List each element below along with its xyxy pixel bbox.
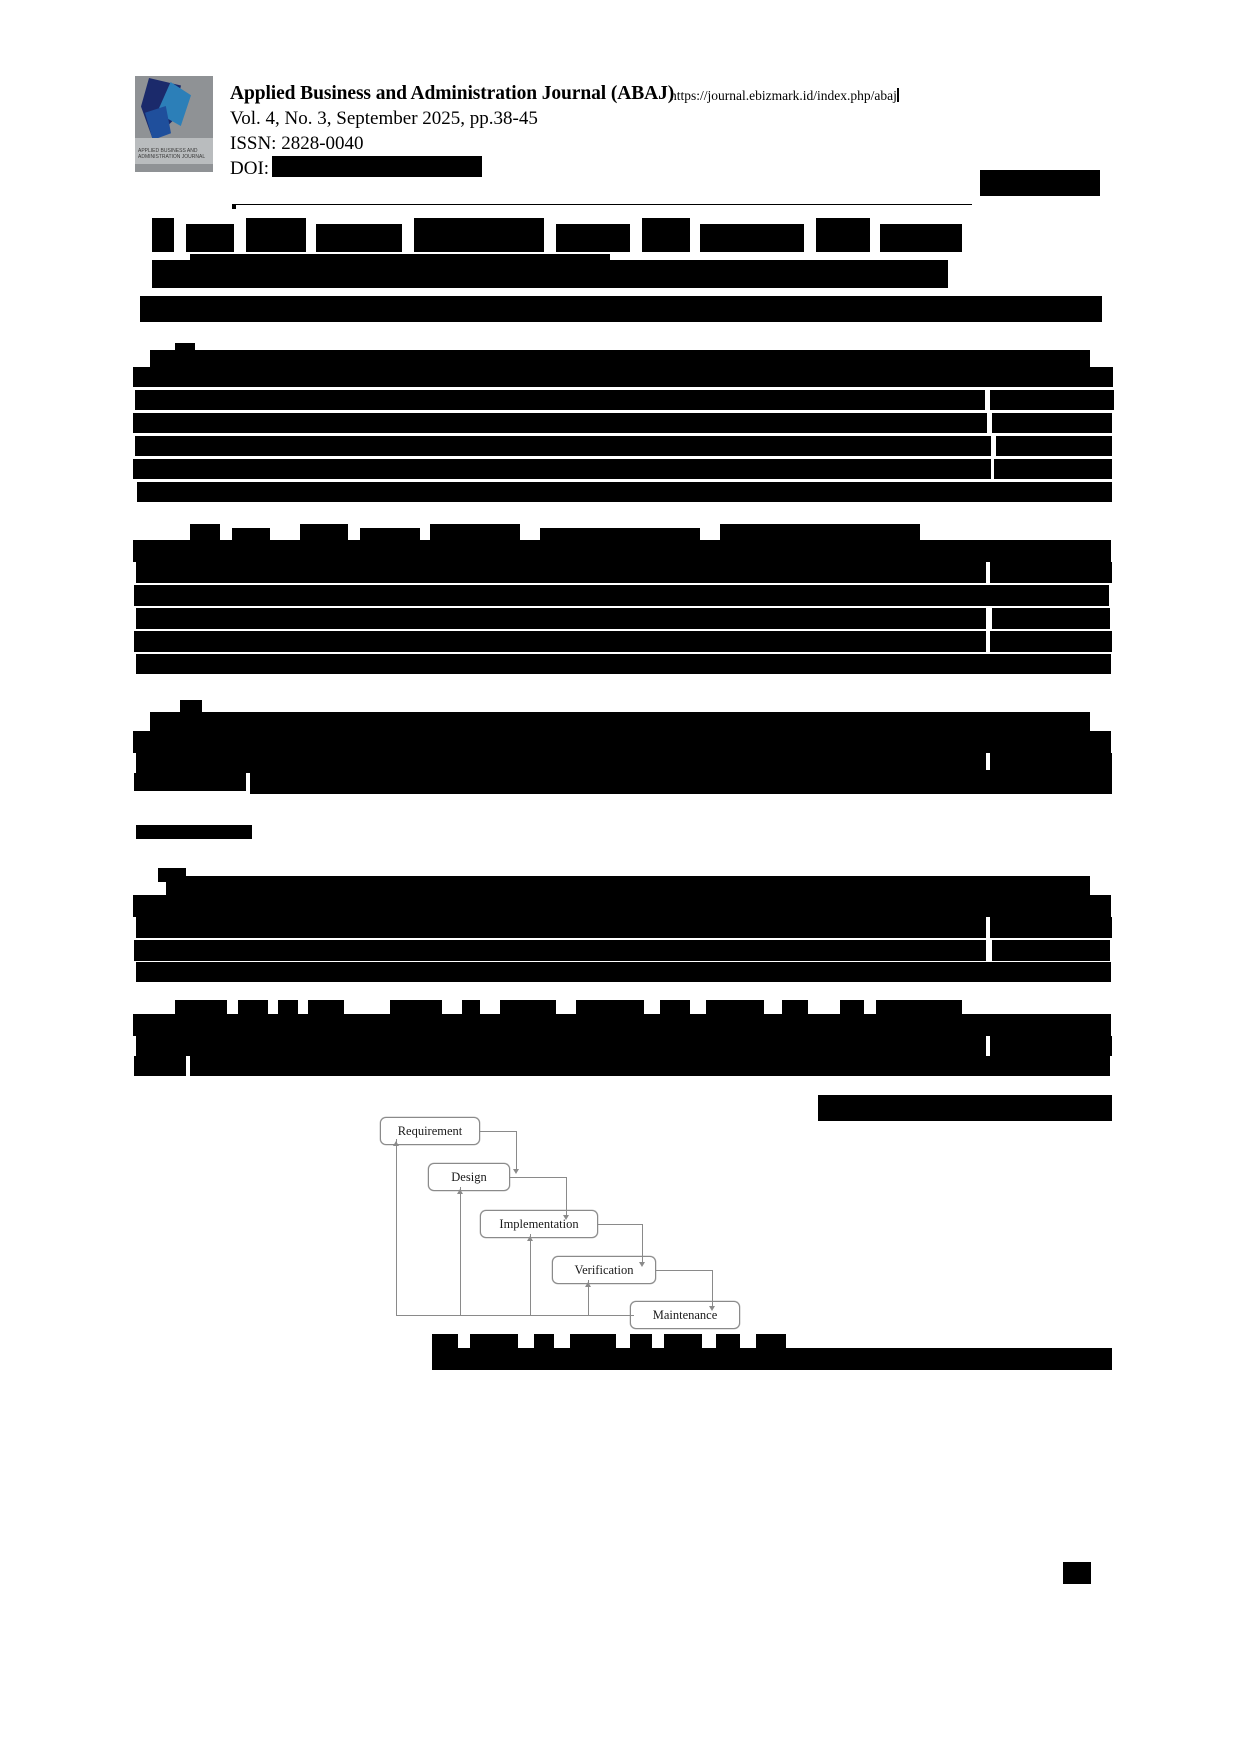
journal-header	[135, 76, 1095, 186]
abstract-line-4	[135, 436, 991, 456]
section4-heading-redaction-b	[238, 1000, 268, 1014]
abstract-line-5	[133, 459, 991, 479]
title-redaction-line-1	[152, 218, 174, 252]
doi-redaction	[272, 156, 482, 177]
figure-arrow-4	[709, 1306, 715, 1311]
figure-box-design	[428, 1163, 510, 1191]
figure-box-verification	[552, 1256, 656, 1284]
section4-body-2b	[990, 1036, 1112, 1056]
section1-body-5	[134, 631, 986, 652]
section4-heading-redaction-f	[462, 1000, 480, 1014]
figure-feedback-arrow-2	[457, 1189, 463, 1194]
abstract-line-1	[133, 367, 1113, 387]
figure-caption-redaction-c	[534, 1334, 554, 1348]
section4-heading-redaction-k	[782, 1000, 808, 1014]
figure-feedback-v2	[460, 1187, 461, 1315]
figure-feedback-arrow-3	[527, 1236, 533, 1241]
section3-body-3b	[990, 917, 1112, 938]
section4-heading-redaction-a	[175, 1000, 227, 1014]
authors-redaction	[140, 296, 1102, 322]
section1-body-4b	[992, 608, 1110, 629]
section3-body-4b	[992, 940, 1110, 961]
abstract-line-6	[137, 482, 1112, 502]
figure-box-maintenance	[630, 1301, 740, 1329]
figure-feedback-arrow-1	[393, 1141, 399, 1146]
title-redaction-line-1e	[414, 218, 544, 252]
logo-caption: APPLIED BUSINESS AND ADMINISTRATION JOURNAL	[138, 148, 206, 160]
journal-url-text: https://journal.ebizmark.id/index.php/abaj	[670, 88, 897, 103]
abstract-line-2	[135, 390, 985, 410]
title-redaction-line-1d	[316, 224, 402, 252]
figure-feedback-v3	[530, 1234, 531, 1315]
figure-connector-4-h	[656, 1270, 712, 1271]
waterfall-model-figure	[380, 1105, 780, 1325]
section3-body-5	[136, 962, 1111, 982]
figure-caption-redaction-a	[432, 1334, 458, 1348]
abstract-line-3b	[992, 413, 1112, 433]
figure-caption-redaction-b	[470, 1334, 518, 1348]
section4-heading-redaction-i	[660, 1000, 690, 1014]
figure-connector-3-h	[598, 1224, 642, 1225]
section1-body-2b	[990, 562, 1112, 583]
figure-caption-redaction-f	[664, 1334, 702, 1348]
section2-body-4	[134, 773, 246, 791]
section2-body-2	[133, 731, 1111, 753]
figure-arrow-3	[639, 1262, 645, 1267]
title-redaction-line-2b	[190, 254, 610, 264]
title-redaction-line-2	[152, 260, 948, 288]
figure-caption-line	[432, 1348, 1112, 1370]
figure-arrow-1	[513, 1169, 519, 1174]
section2-body-5	[250, 770, 1112, 794]
figure-caption-redaction-h	[756, 1334, 786, 1348]
section4-body-3b	[190, 1056, 1110, 1076]
figure-feedback-base	[396, 1315, 634, 1316]
journal-url[interactable]	[670, 88, 899, 104]
header-redaction-right	[980, 170, 1100, 196]
section1-body-6	[136, 654, 1111, 674]
figure-box-implementation	[480, 1210, 598, 1238]
section4-heading-redaction-l	[840, 1000, 864, 1014]
figure-connector-2-v	[566, 1177, 567, 1217]
abstract-line-2b	[990, 390, 1114, 410]
figure-caption-redaction-d	[570, 1334, 616, 1348]
section4-body-2	[136, 1036, 986, 1056]
figure-caption-redaction-g	[716, 1334, 740, 1348]
figure-feedback-v1	[396, 1139, 397, 1315]
figure-feedback-arrow-4	[585, 1282, 591, 1287]
section1-body-1	[133, 540, 1111, 562]
figure-caption-redaction-e	[630, 1334, 652, 1348]
abstract-line-4b	[996, 436, 1112, 456]
header-divider	[232, 204, 972, 205]
section2-subline-redaction	[136, 825, 252, 839]
section4-heading-redaction-h	[576, 1000, 644, 1014]
figure-connector-1-v	[516, 1131, 517, 1171]
title-redaction-line-1f	[556, 224, 630, 252]
abstract-line-5b	[994, 459, 1112, 479]
section4-heading-redaction-c	[278, 1000, 298, 1014]
figure-box-label: Requirement	[397, 1123, 463, 1138]
journal-volume-line: Vol. 4, No. 3, September 2025, pp.38-45	[230, 108, 538, 129]
figure-box-label: Design	[451, 1169, 487, 1184]
section1-body-3	[134, 585, 1109, 606]
figure-connector-2-h	[510, 1177, 566, 1178]
section4-heading-redaction-m	[876, 1000, 962, 1014]
title-redaction-line-1j	[880, 224, 962, 252]
section3-body-4	[134, 940, 986, 961]
section3-body-2	[133, 895, 1111, 917]
figure-box-label: Verification	[574, 1262, 634, 1277]
section3-body-3	[136, 917, 986, 938]
title-redaction-line-1i	[816, 218, 870, 252]
journal-issn-line: ISSN: 2828-0040	[230, 133, 364, 154]
section4-heading-redaction-g	[500, 1000, 556, 1014]
journal-logo	[135, 76, 213, 172]
header-divider-dot	[232, 205, 236, 209]
title-redaction-line-1g	[642, 218, 690, 252]
section4-body-3	[134, 1056, 186, 1076]
journal-doi-line	[230, 156, 1090, 181]
abstract-line-3	[133, 413, 987, 433]
figure-connector-1-h	[480, 1131, 516, 1132]
section1-body-4	[136, 608, 986, 629]
doi-label: DOI:	[230, 158, 270, 179]
section4-heading-redaction-d	[308, 1000, 344, 1014]
journal-title: Applied Business and Administration Journal (ABAJ)	[230, 83, 675, 104]
section1-body-5b	[990, 631, 1112, 652]
journal-header-text	[230, 81, 1090, 181]
figure-connector-3-v	[642, 1224, 643, 1264]
title-redaction-line-1h	[700, 224, 804, 252]
figure-side-redaction	[818, 1095, 1112, 1121]
figure-box-label: Implementation	[499, 1216, 579, 1231]
section4-heading-redaction-j	[706, 1000, 764, 1014]
title-redaction-line-1b	[186, 224, 234, 252]
figure-box-label: Maintenance	[652, 1307, 718, 1322]
text-cursor	[897, 88, 899, 102]
title-redaction-line-1c	[246, 218, 306, 252]
section4-body-1	[133, 1014, 1111, 1036]
figure-arrow-2	[563, 1215, 569, 1220]
section4-heading-redaction-e	[390, 1000, 442, 1014]
section1-body-2	[136, 562, 986, 583]
figure-connector-4-v	[712, 1270, 713, 1308]
page-number-redaction	[1063, 1562, 1091, 1584]
